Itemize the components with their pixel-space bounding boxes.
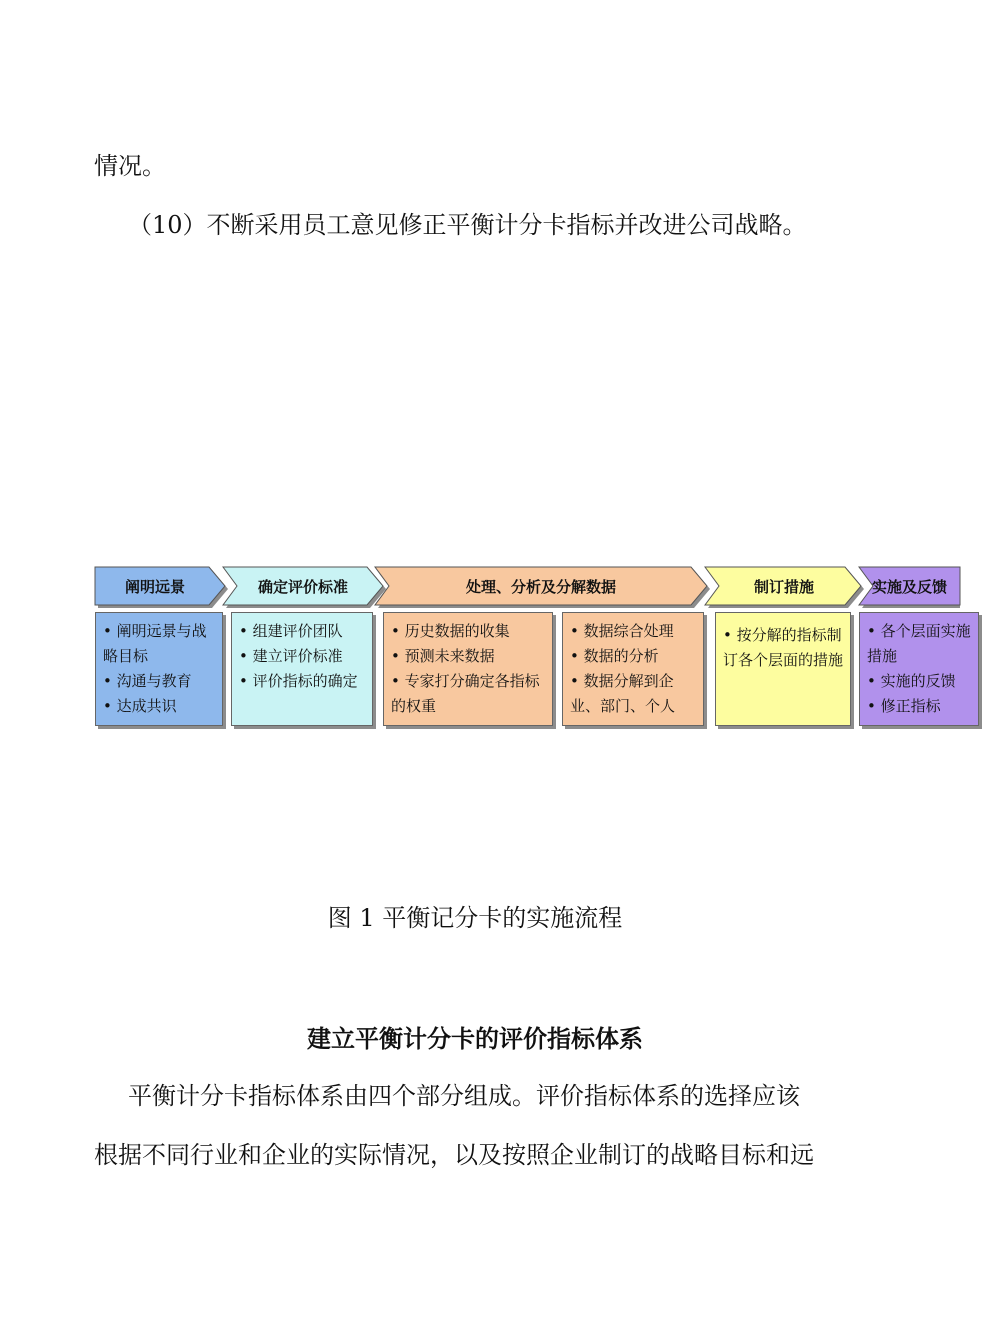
stage-label-4: 制订措施 <box>753 578 814 596</box>
stage-label-3: 处理、分析及分解数据 <box>465 578 616 596</box>
figure-caption: 图 1 平衡记分卡的实施流程 <box>327 904 623 932</box>
box-item: • 阐明远景与战略目标 <box>103 619 215 669</box>
box-measures <box>715 612 851 726</box>
paragraph-step-10: （10）不断采用员工意见修正平衡计分卡指标并改进公司战略。 <box>128 211 807 239</box>
box-item: • 各个层面实施措施 <box>867 619 971 669</box>
box-data-collection <box>383 612 553 726</box>
box-item: • 建立评价标准 <box>239 644 365 669</box>
implementation-flow-diagram <box>0 560 971 740</box>
box-vision <box>95 612 223 726</box>
stage-label-5: 实施及反馈 <box>872 578 948 596</box>
box-item: • 评价指标的确定 <box>239 669 365 694</box>
box-item: • 沟通与教育 <box>103 669 215 694</box>
paragraph-continuation: 情况。 <box>94 152 166 180</box>
box-item: • 数据综合处理 <box>570 619 696 644</box>
box-data-analysis <box>562 612 704 726</box>
box-implementation <box>859 612 979 726</box>
box-item: • 按分解的指标制订各个层面的措施 <box>723 623 843 673</box>
box-item: • 数据的分析 <box>570 644 696 669</box>
box-item: • 数据分解到企业、部门、个人 <box>570 669 696 719</box>
box-criteria <box>231 612 373 726</box>
stage-label-2: 确定评价标准 <box>257 578 348 596</box>
box-item: • 预测未来数据 <box>391 644 545 669</box>
box-item: • 组建评价团队 <box>239 619 365 644</box>
box-item: • 达成共识 <box>103 694 215 719</box>
box-item: • 历史数据的收集 <box>391 619 545 644</box>
stage-label-1: 阐明远景 <box>124 578 185 596</box>
section-heading: 建立平衡计分卡的评价指标体系 <box>307 1024 643 1053</box>
box-item: • 专家打分确定各指标的权重 <box>391 669 545 719</box>
box-item: • 实施的反馈 <box>867 669 971 694</box>
paragraph-body-1: 平衡计分卡指标体系由四个部分组成。评价指标体系的选择应该 <box>128 1082 800 1110</box>
paragraph-body-2: 根据不同行业和企业的实际情况，以及按照企业制订的战略目标和远 <box>94 1141 814 1169</box>
box-item: • 修正指标 <box>867 694 971 719</box>
